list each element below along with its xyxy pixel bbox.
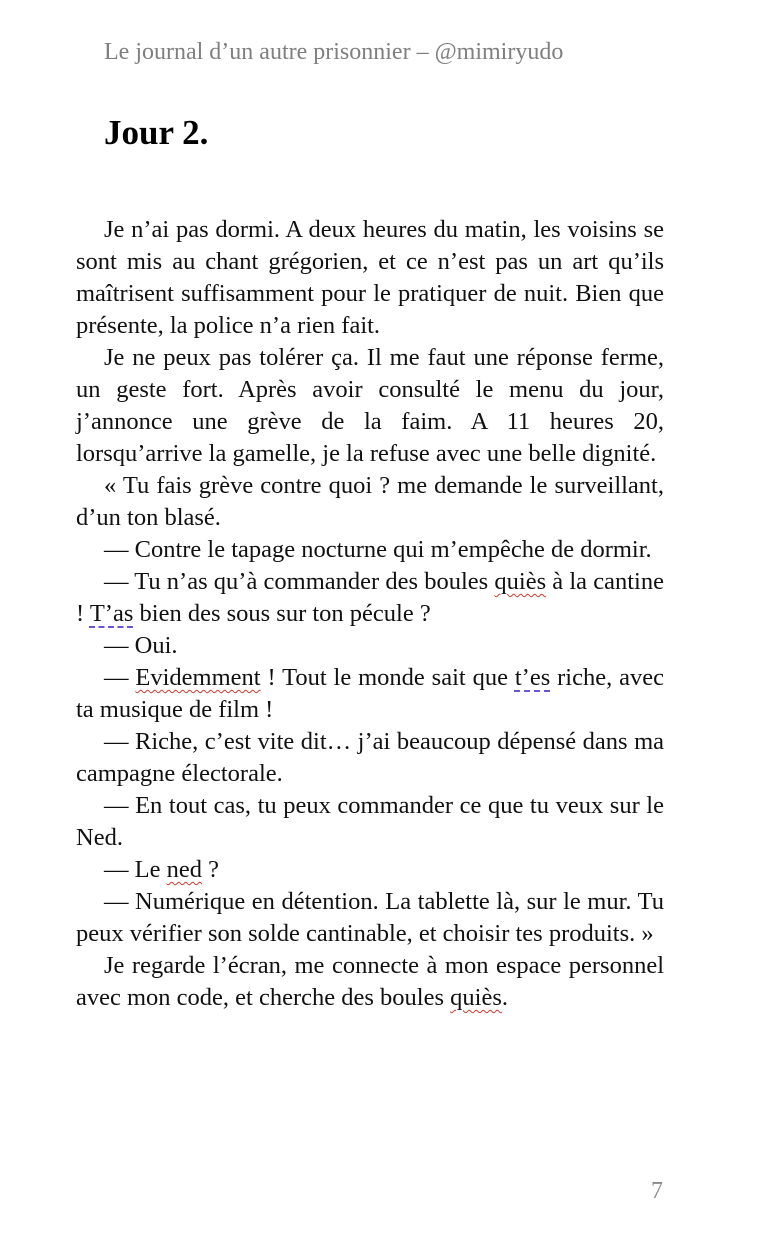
dialogue-paragraph: — Le ned ? [104, 856, 219, 883]
chapter-title: Jour 2. [104, 113, 209, 152]
page-number: 7 [651, 1178, 663, 1204]
running-header: Le journal d’un autre prisonnier – @mimiryudo [104, 39, 564, 65]
dialogue-paragraph: — Oui. [104, 632, 178, 659]
paragraph: Je n’ai pas dormi. A deux heures du matin, les voisins se sont mis au chant grégorien, et ce n’est pas un art qu’ils maîtrisent suffisamment pour le pratiquer de nuit. Bien que présente, la police n’a rien fait. [76, 216, 664, 339]
dialogue-paragraph: « Tu fais grève contre quoi ? me demande le surveillant, d’un ton blasé. [76, 472, 664, 531]
dialogue-paragraph: — En tout cas, tu peux commander ce que tu veux sur le Ned. [76, 792, 664, 851]
dialogue-paragraph: — Evidemment ! Tout le monde sait que t’es riche, avec ta musique de film ! [76, 664, 664, 723]
dialogue-paragraph: — Riche, c’est vite dit… j’ai beaucoup dépensé dans ma campagne électorale. [76, 728, 664, 787]
spellcheck-error[interactable]: quiès [450, 984, 502, 1011]
dialogue-paragraph: — Contre le tapage nocturne qui m’empêche de dormir. [104, 536, 652, 563]
grammar-suggestion[interactable]: T’as [89, 600, 134, 627]
paragraph: Je regarde l’écran, me connecte à mon espace personnel avec mon code, et cherche des boules quiès. [76, 952, 664, 1011]
paragraph: Je ne peux pas tolérer ça. Il me faut une réponse ferme, un geste fort. Après avoir consulté le menu du jour, j’annonce une grève de la faim. A 11 heures 20, lorsqu’arrive la gamelle, je la refuse avec une belle dignité. [76, 344, 664, 467]
spellcheck-error[interactable]: ned [166, 856, 202, 883]
spellcheck-error[interactable]: quiès [494, 568, 547, 595]
dialogue-paragraph: — Numérique en détention. La tablette là, sur le mur. Tu peux vérifier son solde cantinable, et choisir tes produits. » [76, 888, 664, 947]
dialogue-paragraph: — Tu n’as qu’à commander des boules quiès à la cantine ! T’as bien des sous sur ton pécule ? [76, 568, 664, 627]
grammar-suggestion[interactable]: t’es [514, 664, 551, 691]
spellcheck-error[interactable]: Evidemment [135, 664, 261, 691]
body-text [76, 214, 664, 1014]
